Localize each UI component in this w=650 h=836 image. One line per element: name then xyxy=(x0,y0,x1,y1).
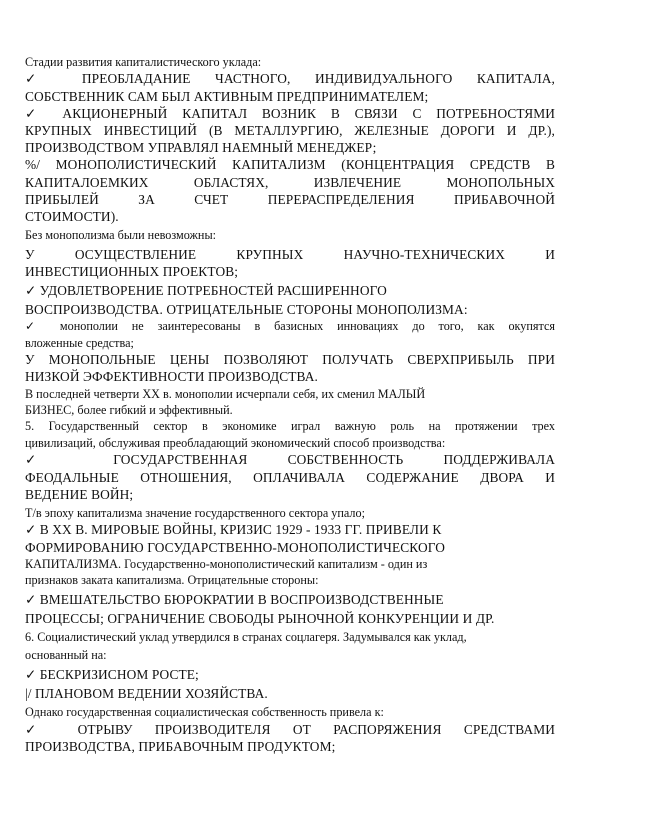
line-32: ✓ ВМЕШАТЕЛЬСТВО БЮРОКРАТИИ В ВОСПРОИЗВОДСТВЕННЫЕ xyxy=(25,591,444,607)
line-25: ФЕОДАЛЬНЫЕ ОТНОШЕНИЯ, ОПЛАЧИВАЛА СОДЕРЖАНИЕ ДВОРА И xyxy=(25,469,555,485)
line-27: Т/в эпоху капитализма значение государственного сектора упало; xyxy=(25,505,365,520)
line-18: У МОНОПОЛЬНЫЕ ЦЕНЫ ПОЗВОЛЯЮТ ПОЛУЧАТЬ СВЕРХПРИБЫЛЬ ПРИ xyxy=(25,352,555,368)
line-35: основанный на: xyxy=(25,648,107,663)
line-12: У ОСУЩЕСТВЛЕНИЕ КРУПНЫХ НАУЧНО-ТЕХНИЧЕСКИХ И xyxy=(25,246,555,262)
line-19: НИЗКОЙ ЭФФЕКТИВНОСТИ ПРОИЗВОДСТВА. xyxy=(25,369,318,385)
line-31: признаков заката капитализма. Отрицательные стороны: xyxy=(25,573,319,588)
line-16: ✓ монополии не заинтересованы в базисных инновациях до того, как окупятся xyxy=(25,319,555,334)
line-6: ПРОИЗВОДСТВОМ УПРАВЛЯЛ НАЕМНЫЙ МЕНЕДЖЕР; xyxy=(25,140,377,156)
line-38: Однако государственная социалистическая собственность привела к: xyxy=(25,705,384,720)
line-34: 6. Социалистический уклад утвердился в странах соцлагеря. Задумывался как уклад, xyxy=(25,629,467,644)
line-1: Стадии развития капиталистического уклада: xyxy=(25,55,262,69)
line-8: КАПИТАЛОЕМКИХ ОБЛАСТЯХ, ИЗВЛЕЧЕНИЕ МОНОПОЛЬНЫХ xyxy=(25,174,555,190)
line-36: ✓ БЕСКРИЗИСНОМ РОСТЕ; xyxy=(25,666,199,682)
line-20: В последней четверти XX в. монополии исчерпали себя, их сменил МАЛЫЙ xyxy=(25,386,426,401)
line-37: |/ ПЛАНОВОМ ВЕДЕНИИ ХОЗЯЙСТВА. xyxy=(25,685,268,701)
document-body xyxy=(25,54,555,755)
line-9: ПРИБЫЛЕЙ ЗА СЧЕТ ПЕРЕРАСПРЕДЕЛЕНИЯ ПРИБАВОЧНОЙ xyxy=(25,191,555,207)
line-30: КАПИТАЛИЗМА. Государственно-монополистический капитализм - один из xyxy=(25,556,428,571)
line-15: ВОСПРОИЗВОДСТВА. ОТРИЦАТЕЛЬНЫЕ СТОРОНЫ МОНОПОЛИЗМА: xyxy=(25,302,468,318)
line-14: ✓ УДОВЛЕТВОРЕНИЕ ПОТРЕБНОСТЕЙ РАСШИРЕННОГО xyxy=(25,283,387,299)
line-21: БИЗНЕС, более гибкий и эффективный. xyxy=(25,403,233,418)
line-7: %/ МОНОПОЛИСТИЧЕСКИЙ КАПИТАЛИЗМ (КОНЦЕНТРАЦИЯ СРЕДСТВ В xyxy=(25,157,555,173)
line-13: ИНВЕСТИЦИОННЫХ ПРОЕКТОВ; xyxy=(25,263,239,279)
line-10: СТОИМОСТИ). xyxy=(25,209,119,225)
line-2: ✓ ПРЕОБЛАДАНИЕ ЧАСТНОГО, ИНДИВИДУАЛЬНОГО КАПИТАЛА, xyxy=(25,71,555,87)
line-11: Без монополизма были невозможны: xyxy=(25,228,217,243)
line-28: ✓ В XX В. МИРОВЫЕ ВОЙНЫ, КРИЗИС 1929 - 1933 ГГ. ПРИВЕЛИ К xyxy=(25,522,442,538)
line-26: ВЕДЕНИЕ ВОЙН; xyxy=(25,486,134,502)
line-22: 5. Государственный сектор в экономике играл важную роль на протяжении трех xyxy=(25,419,555,434)
line-17: вложенные средства; xyxy=(25,335,134,350)
line-40: ПРОИЗВОДСТВА, ПРИБАВОЧНЫМ ПРОДУКТОМ; xyxy=(25,738,336,754)
line-33: ПРОЦЕССЫ; ОГРАНИЧЕНИЕ СВОБОДЫ РЫНОЧНОЙ КОНКУРЕНЦИИ И ДР. xyxy=(25,610,495,626)
line-4: ✓ АКЦИОНЕРНЫЙ КАПИТАЛ ВОЗНИК В СВЯЗИ С ПОТРЕБНОСТЯМИ xyxy=(25,105,555,121)
line-23: цивилизаций, обслуживая преобладающий экономический способ производства: xyxy=(25,435,446,450)
line-24: ✓ ГОСУДАРСТВЕННАЯ СОБСТВЕННОСТЬ ПОДДЕРЖИВАЛА xyxy=(25,452,555,468)
line-3: СОБСТВЕННИК САМ БЫЛ АКТИВНЫМ ПРЕДПРИНИМАТЕЛЕМ; xyxy=(25,88,429,104)
line-5: КРУПНЫХ ИНВЕСТИЦИЙ (В МЕТАЛЛУРГИЮ, ЖЕЛЕЗНЫЕ ДОРОГИ И ДР.), xyxy=(25,123,555,139)
line-29: ФОРМИРОВАНИЮ ГОСУДАРСТВЕННО-МОНОПОЛИСТИЧЕСКОГО xyxy=(25,539,446,555)
line-39: ✓ ОТРЫВУ ПРОИЗВОДИТЕЛЯ ОТ РАСПОРЯЖЕНИЯ СРЕДСТВАМИ xyxy=(25,721,555,737)
